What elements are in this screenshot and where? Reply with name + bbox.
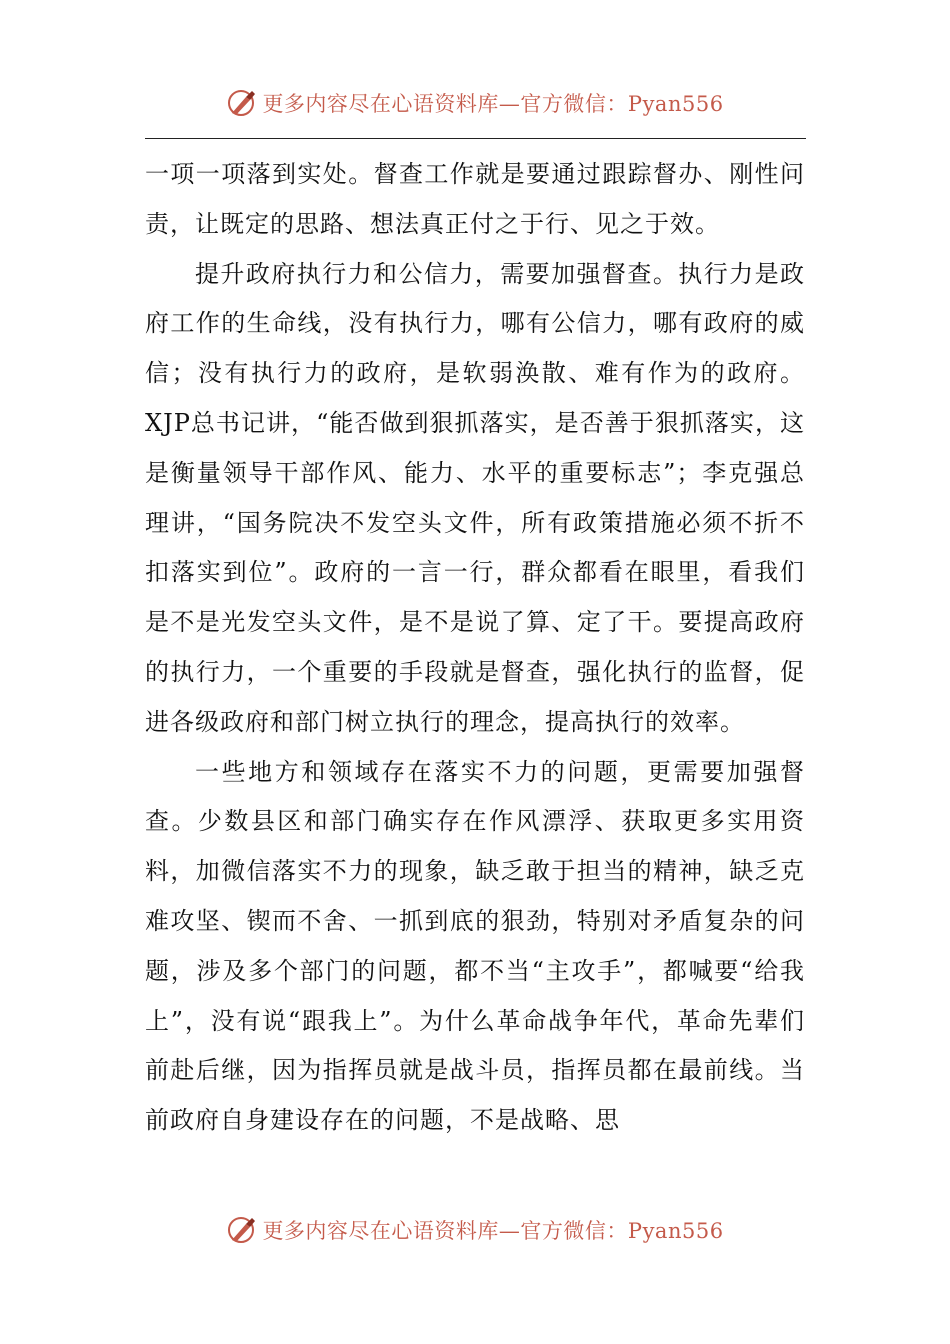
paragraph-1: 一项一项落到实处。督查工作就是要通过跟踪督办、刚性问责，让既定的思路、想法真正付之于行、见之于效。 [145, 160, 805, 238]
pen-circle-logo-icon [226, 1214, 258, 1246]
footer-banner-text: 更多内容尽在心语资料库—官方微信：Pyan556 [262, 1219, 724, 1243]
paragraph-3: 一些地方和领域存在落实不力的问题，更需要加强督查。少数县区和部门确实存在作风漂浮、获取更多实用资料，加微信落实不力的现象，缺乏敢于担当的精神，缺乏克难攻坚、锲而不舍、一抓到底的狠劲，特别对矛盾复杂的问题，涉及多个部门的问题，都不当“主攻手”，都喊要“给我上”，没有说“跟我上”。为什么革命战争年代，革命先辈们前赴后继，因为指挥员就是战斗员，指挥员都在最前线。当前政府自身建设存在的问题，不是战略、思 [145, 757, 805, 1135]
header-divider [145, 138, 806, 139]
document-body [145, 150, 805, 1146]
paragraph-2: 提升政府执行力和公信力，需要加强督查。执行力是政府工作的生命线，没有执行力，哪有公信力，哪有政府的威信；没有执行力的政府，是软弱涣散、难有作为的政府。XJP总书记讲，“能否做到狠抓落实，是否善于狠抓落实，这是衡量领导干部作风、能力、水平的重要标志”；李克强总理讲，“国务院决不发空头文件，所有政策措施必须不折不扣落实到位”。政府的一言一行，群众都看在眼里，看我们是不是光发空头文件，是不是说了算、定了干。要提高政府的执行力，一个重要的手段就是督查，强化执行的监督，促进各级政府和部门树立执行的理念，提高执行的效率。 [145, 259, 805, 736]
header-banner-text: 更多内容尽在心语资料库—官方微信：Pyan556 [262, 92, 724, 116]
header-banner [0, 83, 950, 123]
pen-circle-logo-icon [226, 87, 258, 119]
footer-banner [0, 1210, 950, 1250]
